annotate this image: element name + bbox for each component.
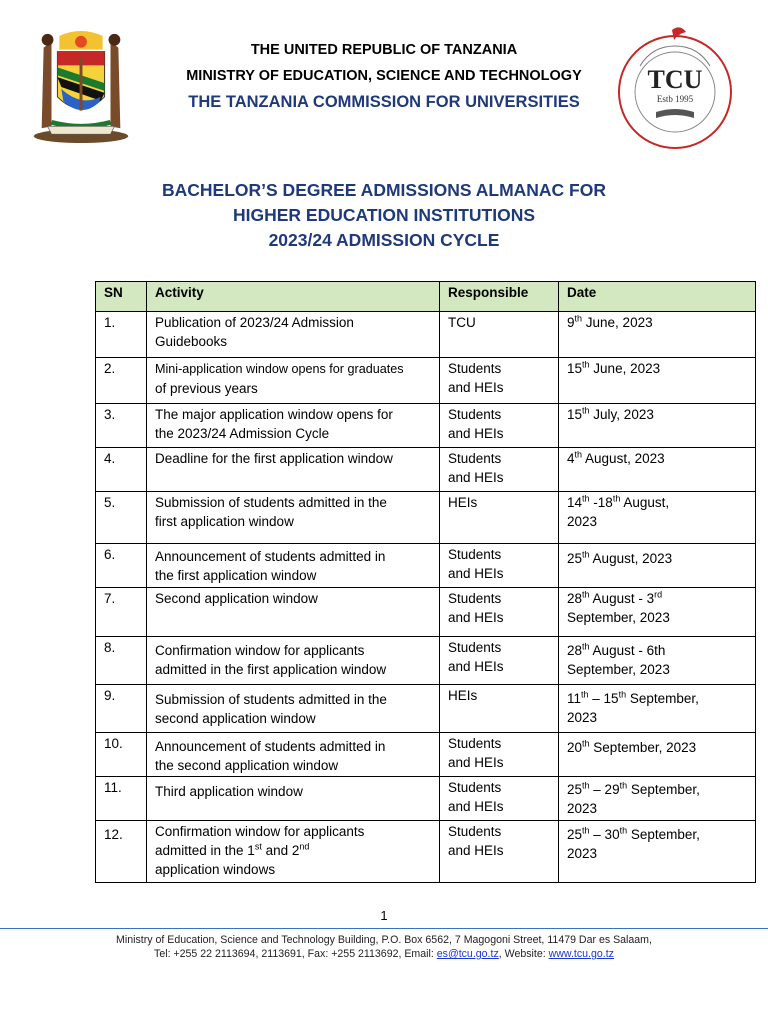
row-sn: 1. — [96, 312, 147, 358]
row-responsible: HEIs — [440, 685, 559, 733]
row-sn: 2. — [96, 358, 147, 404]
document-title-line-1: BACHELOR’S DEGREE ADMISSIONS ALMANAC FOR — [162, 180, 606, 200]
row-activity: Announcement of students admitted in the second application window — [147, 733, 440, 777]
tcu-abbrev: TCU — [647, 65, 703, 94]
tcu-estb: Estb 1995 — [656, 94, 694, 104]
row-sn: 6. — [96, 544, 147, 588]
row-activity: Submission of students admitted in the first application window — [147, 492, 440, 544]
letterhead — [0, 0, 768, 160]
row-date: 25th – 30th September, 2023 — [559, 821, 756, 883]
table-row — [96, 358, 756, 404]
row-activity: Deadline for the first application window — [147, 448, 440, 492]
row-sn: 8. — [96, 637, 147, 685]
row-date: 28th August - 3rd September, 2023 — [559, 588, 756, 637]
header-responsible: Responsible — [440, 282, 559, 312]
footer-address: Ministry of Education, Science and Technology Building, P.O. Box 6562, 7 Magogoni Street, 11479 Dar es Salaam, — [116, 934, 652, 946]
row-date: 20th September, 2023 — [559, 733, 756, 777]
email-link[interactable]: es@tcu.go.tz — [436, 948, 499, 960]
row-date: 15th July, 2023 — [559, 404, 756, 448]
row-responsible: TCU — [440, 312, 559, 358]
page-number: 1 — [380, 908, 388, 923]
header-activity: Activity — [147, 282, 440, 312]
row-date: 25th – 29th September, 2023 — [559, 777, 756, 821]
row-responsible: Students and HEIs — [440, 821, 559, 883]
row-activity: Announcement of students admitted in the first application window — [147, 544, 440, 588]
footer-contact: Tel: +255 22 2113694, 2113691, Fax: +255 2113692, Email: es@tcu.go.tz, Website: www.tcu.go.tz — [154, 948, 614, 960]
row-responsible: Students and HEIs — [440, 544, 559, 588]
row-responsible: Students and HEIs — [440, 733, 559, 777]
document-title-line-3: 2023/24 ADMISSION CYCLE — [268, 230, 500, 250]
row-date: 14th -18th August, 2023 — [559, 492, 756, 544]
row-activity: Second application window — [147, 588, 440, 637]
row-responsible: Students and HEIs — [440, 588, 559, 637]
table-row — [96, 404, 756, 448]
table-row — [96, 544, 756, 588]
row-date: 25th August, 2023 — [559, 544, 756, 588]
header-sn: SN — [96, 282, 147, 312]
row-sn: 7. — [96, 588, 147, 637]
header-date: Date — [559, 282, 756, 312]
row-date: 4th August, 2023 — [559, 448, 756, 492]
footer-divider — [0, 928, 768, 929]
ministry-heading: MINISTRY OF EDUCATION, SCIENCE AND TECHNOLOGY — [186, 68, 582, 84]
row-responsible: Students and HEIs — [440, 777, 559, 821]
row-responsible: Students and HEIs — [440, 448, 559, 492]
row-sn: 11. — [96, 777, 147, 821]
row-sn: 10. — [96, 733, 147, 777]
row-activity: Third application window — [147, 777, 440, 821]
table-row — [96, 777, 756, 821]
table-row — [96, 312, 756, 358]
table-row — [96, 685, 756, 733]
table-row — [96, 637, 756, 685]
row-activity: Confirmation window for applicants admitted in the 1st and 2nd application windows — [147, 821, 440, 883]
row-responsible: HEIs — [440, 492, 559, 544]
table-row — [96, 492, 756, 544]
row-date: 28th August - 6th September, 2023 — [559, 637, 756, 685]
row-responsible: Students and HEIs — [440, 404, 559, 448]
row-sn: 3. — [96, 404, 147, 448]
table-header-row — [96, 282, 756, 312]
row-sn: 5. — [96, 492, 147, 544]
row-responsible: Students and HEIs — [440, 637, 559, 685]
row-activity: The major application window opens for the 2023/24 Admission Cycle — [147, 404, 440, 448]
row-sn: 4. — [96, 448, 147, 492]
table-row — [96, 448, 756, 492]
document-title-line-2: HIGHER EDUCATION INSTITUTIONS — [232, 205, 536, 225]
row-sn: 9. — [96, 685, 147, 733]
row-activity: Confirmation window for applicants admitted in the first application window — [147, 637, 440, 685]
row-date: 9th June, 2023 — [559, 312, 756, 358]
row-responsible: Students and HEIs — [440, 358, 559, 404]
row-date: 11th – 15th September, 2023 — [559, 685, 756, 733]
commission-heading: THE TANZANIA COMMISSION FOR UNIVERSITIES — [188, 93, 580, 111]
table-row — [96, 588, 756, 637]
row-activity: Mini-application window opens for graduates of previous years — [147, 358, 440, 404]
row-activity: Submission of students admitted in the second application window — [147, 685, 440, 733]
almanac-table — [95, 281, 756, 883]
row-sn: 12. — [96, 821, 147, 883]
table-row — [96, 821, 756, 883]
table-row — [96, 733, 756, 777]
row-activity: Publication of 2023/24 Admission Guidebooks — [147, 312, 440, 358]
republic-heading: THE UNITED REPUBLIC OF TANZANIA — [250, 42, 518, 58]
website-link[interactable]: www.tcu.go.tz — [548, 948, 614, 960]
row-date: 15th June, 2023 — [559, 358, 756, 404]
